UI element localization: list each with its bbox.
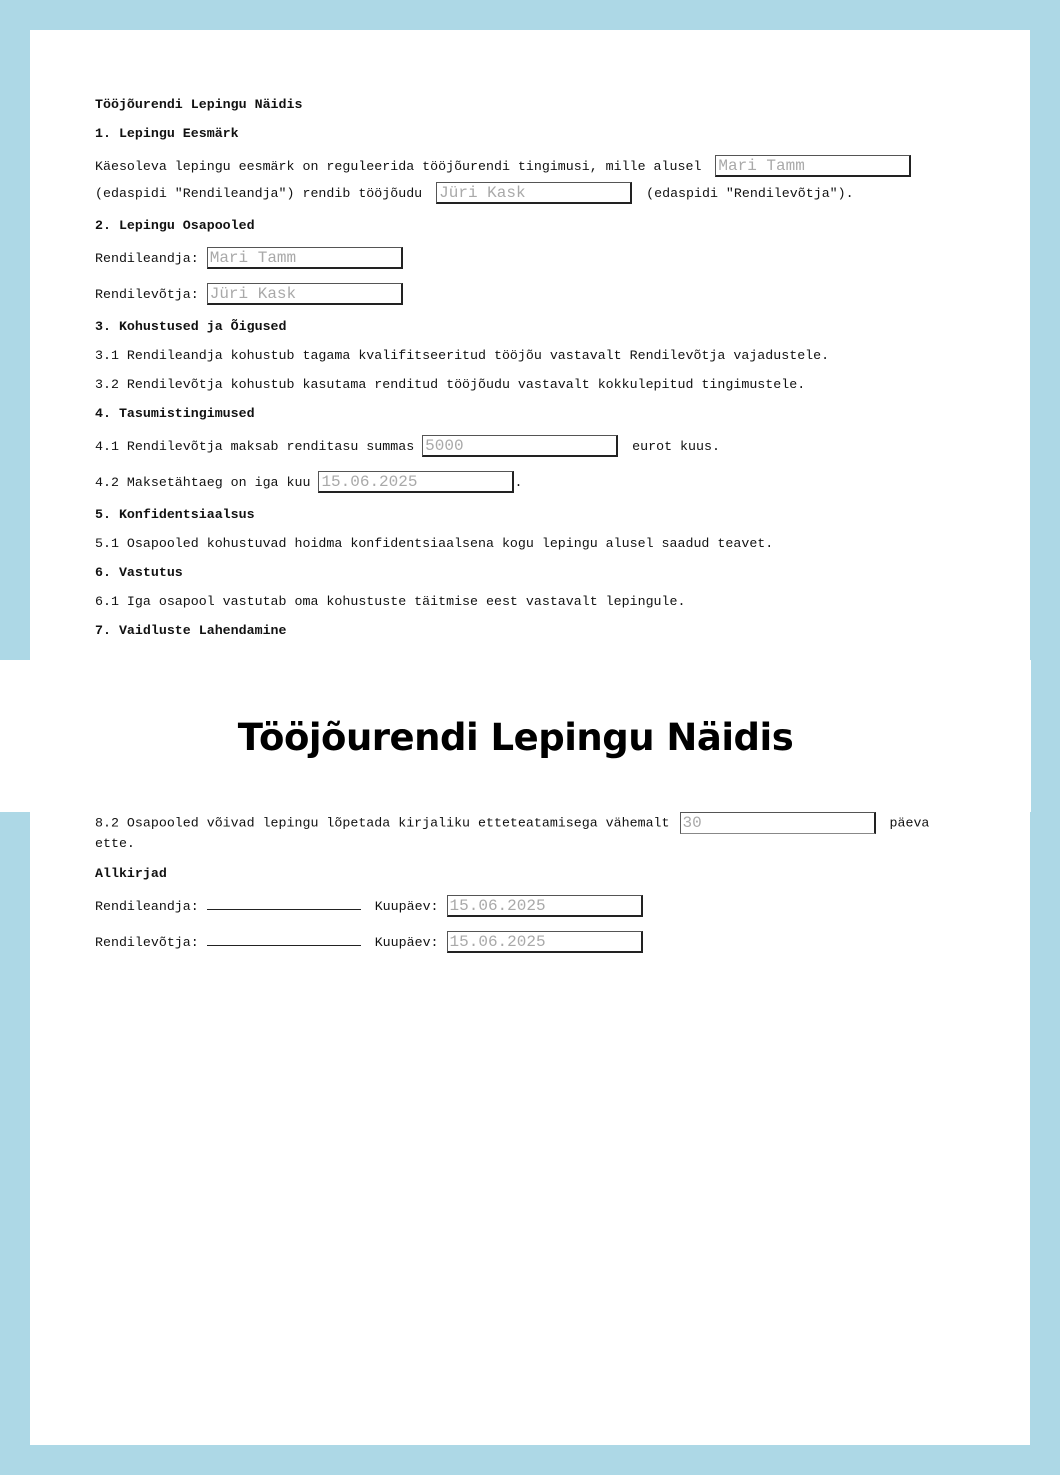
section-2-renter-row — [95, 281, 975, 308]
due-date-text-after: . — [514, 475, 523, 490]
document-title: Tööjõurendi Lepingu Näidis — [95, 97, 303, 112]
section-1-text-middle: (edaspidi "Rendileandja") rendib tööjõudu — [95, 186, 423, 201]
notice-text-before: 8.2 Osapooled võivad lepingu lõpetada kirjaliku etteteatamisega vähemalt — [95, 815, 670, 831]
lender-date-input[interactable]: 15.06.2025 — [447, 895, 643, 917]
renter-party-input[interactable]: Jüri Kask — [207, 283, 403, 305]
section-2-heading: 2. Lepingu Osapooled — [95, 218, 255, 233]
lender-label: Rendileandja: — [95, 251, 199, 266]
section-6-heading: 6. Vastutus — [95, 565, 183, 580]
renter-date-label: Kuupäev: — [374, 935, 439, 950]
section-1-paragraph — [95, 153, 975, 207]
section-5-paragraph-1: 5.1 Osapooled kohustuvad hoidma konfidentsiaalsena kogu lepingu alusel saadud teavet. — [95, 536, 774, 551]
lender-signature-row — [95, 893, 945, 920]
section-4-paragraph-2 — [95, 469, 975, 496]
section-8-paragraph-2 — [95, 812, 945, 854]
document-content — [95, 95, 975, 650]
renter-date-input[interactable]: 15.06.2025 — [447, 931, 643, 953]
section-3-heading: 3. Kohustused ja Õigused — [95, 319, 287, 334]
renter-signature-label: Rendilevõtja: — [95, 935, 199, 950]
signatures-heading: Allkirjad — [95, 866, 167, 881]
renter-signature-row — [95, 929, 945, 956]
lender-name-input[interactable]: Mari Tamm — [715, 155, 911, 177]
due-date-input[interactable]: 15.06.2025 — [318, 471, 514, 493]
fee-amount-input[interactable]: 5000 — [422, 435, 618, 457]
notice-days-input[interactable]: 30 — [680, 812, 876, 834]
title-banner — [0, 660, 1031, 812]
banner-title: Tööjõurendi Lepingu Näidis — [237, 716, 794, 759]
section-3-paragraph-2: 3.2 Rendilevõtja kohustub kasutama renditud tööjõudu vastavalt kokkulepitud tingimustele. — [95, 377, 806, 392]
fee-text-before: 4.1 Rendilevõtja maksab renditasu summas — [95, 439, 415, 454]
section-1-heading: 1. Lepingu Eesmärk — [95, 126, 239, 141]
document-lower-content — [95, 810, 945, 965]
renter-name-input[interactable]: Jüri Kask — [436, 182, 632, 204]
fee-text-after: eurot kuus. — [632, 439, 720, 454]
lender-party-input[interactable]: Mari Tamm — [207, 247, 403, 269]
section-1-text-after: (edaspidi "Rendilevõtja"). — [646, 186, 854, 201]
section-7-heading: 7. Vaidluste Lahendamine — [95, 623, 287, 638]
section-6-paragraph-1: 6.1 Iga osapool vastutab oma kohustuste täitmise eest vastavalt lepingule. — [95, 594, 686, 609]
renter-label: Rendilevõtja: — [95, 287, 199, 302]
notice-text-after: päeva ette. — [95, 815, 930, 851]
renter-signature-line[interactable] — [207, 931, 361, 946]
due-date-text-before: 4.2 Maksetähtaeg on iga kuu — [95, 475, 311, 490]
section-1-text-before: Käesoleva lepingu eesmärk on reguleerida tööjõurendi tingimusi, mille alusel — [95, 159, 702, 174]
lender-signature-label: Rendileandja: — [95, 899, 199, 914]
section-4-heading: 4. Tasumistingimused — [95, 406, 255, 421]
lender-date-label: Kuupäev: — [374, 899, 439, 914]
section-2-lender-row — [95, 245, 975, 272]
lender-signature-line[interactable] — [207, 895, 361, 910]
section-3-paragraph-1: 3.1 Rendileandja kohustub tagama kvalifitseeritud tööjõu vastavalt Rendilevõtja vajadustele. — [95, 348, 830, 363]
section-4-paragraph-1 — [95, 433, 975, 460]
section-5-heading: 5. Konfidentsiaalsus — [95, 507, 255, 522]
